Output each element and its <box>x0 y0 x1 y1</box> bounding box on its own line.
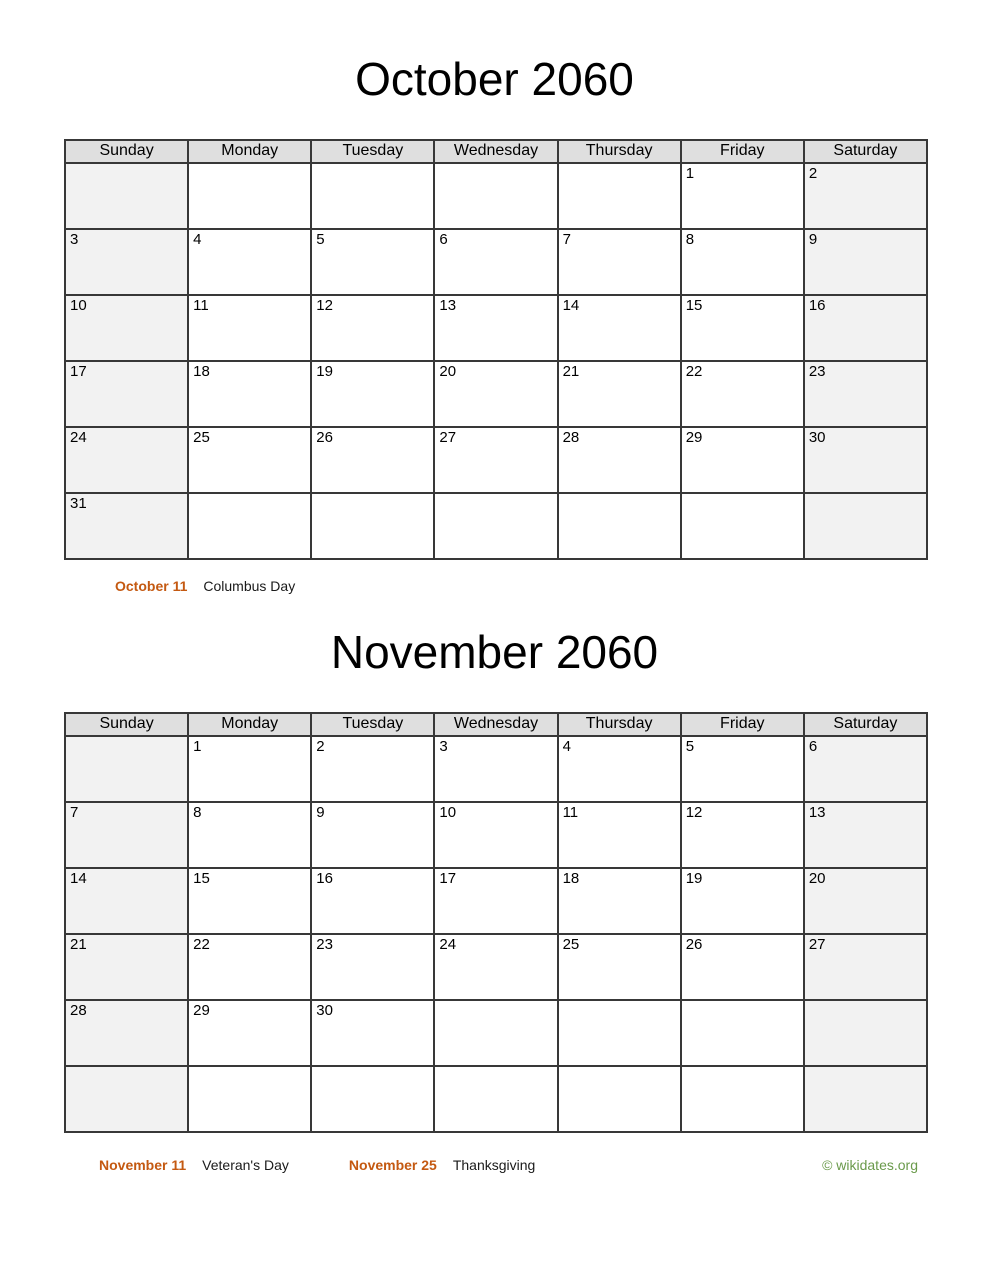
holiday-notes-november <box>99 1156 535 1175</box>
day-cell-12: 12 <box>311 295 434 361</box>
weekday-header-row <box>65 140 927 163</box>
day-cell-empty <box>311 163 434 229</box>
day-cell-9: 9 <box>804 229 927 295</box>
day-cell-21: 21 <box>558 361 681 427</box>
day-cell-26: 26 <box>311 427 434 493</box>
day-cell-13: 13 <box>804 802 927 868</box>
day-cell-2: 2 <box>804 163 927 229</box>
day-cell-13: 13 <box>434 295 557 361</box>
day-cell-4: 4 <box>558 736 681 802</box>
day-cell-7: 7 <box>558 229 681 295</box>
weekday-header-row <box>65 713 927 736</box>
day-cell-28: 28 <box>558 427 681 493</box>
calendar-table-october <box>64 139 928 560</box>
day-cell-8: 8 <box>188 802 311 868</box>
day-cell-28: 28 <box>65 1000 188 1066</box>
day-cell-10: 10 <box>65 295 188 361</box>
day-cell-24: 24 <box>65 427 188 493</box>
day-cell-19: 19 <box>311 361 434 427</box>
day-cell-18: 18 <box>558 868 681 934</box>
month-section-october <box>0 50 989 596</box>
week-row <box>65 361 927 427</box>
holiday-note <box>349 1157 535 1173</box>
day-cell-22: 22 <box>681 361 804 427</box>
calendar-body <box>65 736 927 1132</box>
weekday-header-monday: Monday <box>188 713 311 736</box>
day-cell-29: 29 <box>681 427 804 493</box>
day-cell-empty <box>681 493 804 559</box>
calendar-body <box>65 163 927 559</box>
day-cell-11: 11 <box>558 802 681 868</box>
day-cell-empty <box>804 1000 927 1066</box>
week-row <box>65 934 927 1000</box>
day-cell-4: 4 <box>188 229 311 295</box>
day-cell-17: 17 <box>65 361 188 427</box>
month-section-november <box>0 623 989 1133</box>
week-row <box>65 427 927 493</box>
day-cell-empty <box>558 1000 681 1066</box>
holiday-name: Thanksgiving <box>452 1157 536 1173</box>
day-cell-3: 3 <box>65 229 188 295</box>
day-cell-9: 9 <box>311 802 434 868</box>
week-row <box>65 736 927 802</box>
day-cell-24: 24 <box>434 934 557 1000</box>
day-cell-empty <box>804 493 927 559</box>
day-cell-12: 12 <box>681 802 804 868</box>
day-cell-empty <box>188 1066 311 1132</box>
day-cell-26: 26 <box>681 934 804 1000</box>
weekday-header-saturday: Saturday <box>804 713 927 736</box>
day-cell-15: 15 <box>188 868 311 934</box>
day-cell-23: 23 <box>311 934 434 1000</box>
day-cell-14: 14 <box>558 295 681 361</box>
day-cell-10: 10 <box>434 802 557 868</box>
day-cell-27: 27 <box>434 427 557 493</box>
day-cell-empty <box>681 1000 804 1066</box>
month-title-october: October 2060 <box>355 53 634 105</box>
weekday-header-wednesday: Wednesday <box>434 713 557 736</box>
day-cell-empty <box>311 1066 434 1132</box>
holiday-note <box>99 1157 289 1173</box>
day-cell-1: 1 <box>681 163 804 229</box>
weekday-header-wednesday: Wednesday <box>434 140 557 163</box>
day-cell-18: 18 <box>188 361 311 427</box>
day-cell-5: 5 <box>681 736 804 802</box>
day-cell-6: 6 <box>804 736 927 802</box>
day-cell-7: 7 <box>65 802 188 868</box>
day-cell-8: 8 <box>681 229 804 295</box>
holiday-note <box>115 578 295 594</box>
holiday-date: November 25 <box>348 1157 437 1173</box>
day-cell-21: 21 <box>65 934 188 1000</box>
day-cell-25: 25 <box>188 427 311 493</box>
week-row <box>65 1000 927 1066</box>
copyright-text: © wikidates.org <box>822 1157 918 1173</box>
day-cell-2: 2 <box>311 736 434 802</box>
day-cell-17: 17 <box>434 868 557 934</box>
holiday-date: November 11 <box>99 1157 187 1173</box>
weekday-header-sunday: Sunday <box>65 140 188 163</box>
day-cell-22: 22 <box>188 934 311 1000</box>
week-row <box>65 295 927 361</box>
day-cell-6: 6 <box>434 229 557 295</box>
calendar-header-row <box>65 713 927 736</box>
day-cell-19: 19 <box>681 868 804 934</box>
day-cell-25: 25 <box>558 934 681 1000</box>
calendar-table-november <box>64 712 928 1133</box>
day-cell-16: 16 <box>804 295 927 361</box>
week-row <box>65 868 927 934</box>
week-row <box>65 163 927 229</box>
weekday-header-saturday: Saturday <box>804 140 927 163</box>
weekday-header-friday: Friday <box>681 713 804 736</box>
day-cell-3: 3 <box>434 736 557 802</box>
week-row <box>65 229 927 295</box>
day-cell-empty <box>65 1066 188 1132</box>
day-cell-empty <box>681 1066 804 1132</box>
week-row <box>65 1066 927 1132</box>
day-cell-27: 27 <box>804 934 927 1000</box>
month-title-november: November 2060 <box>330 626 659 678</box>
weekday-header-thursday: Thursday <box>558 140 681 163</box>
weekday-header-tuesday: Tuesday <box>311 140 434 163</box>
day-cell-30: 30 <box>804 427 927 493</box>
day-cell-16: 16 <box>311 868 434 934</box>
day-cell-20: 20 <box>804 868 927 934</box>
weekday-header-monday: Monday <box>188 140 311 163</box>
day-cell-empty <box>558 163 681 229</box>
day-cell-empty <box>65 736 188 802</box>
day-cell-empty <box>188 163 311 229</box>
day-cell-empty <box>558 1066 681 1132</box>
day-cell-29: 29 <box>188 1000 311 1066</box>
week-row <box>65 802 927 868</box>
day-cell-30: 30 <box>311 1000 434 1066</box>
holiday-name: Columbus Day <box>203 578 296 594</box>
day-cell-empty <box>434 1000 557 1066</box>
day-cell-20: 20 <box>434 361 557 427</box>
day-cell-empty <box>434 163 557 229</box>
calendar-header-row <box>65 140 927 163</box>
day-cell-11: 11 <box>188 295 311 361</box>
weekday-header-thursday: Thursday <box>558 713 681 736</box>
week-row <box>65 493 927 559</box>
weekday-header-tuesday: Tuesday <box>311 713 434 736</box>
day-cell-empty <box>558 493 681 559</box>
day-cell-empty <box>434 1066 557 1132</box>
day-cell-1: 1 <box>188 736 311 802</box>
holiday-date: October 11 <box>115 578 188 594</box>
holiday-name: Veteran's Day <box>202 1157 289 1173</box>
day-cell-empty <box>188 493 311 559</box>
day-cell-23: 23 <box>804 361 927 427</box>
day-cell-15: 15 <box>681 295 804 361</box>
footer <box>64 1156 928 1175</box>
day-cell-31: 31 <box>65 493 188 559</box>
day-cell-empty <box>65 163 188 229</box>
weekday-header-friday: Friday <box>681 140 804 163</box>
day-cell-14: 14 <box>65 868 188 934</box>
day-cell-empty <box>311 493 434 559</box>
day-cell-5: 5 <box>311 229 434 295</box>
weekday-header-sunday: Sunday <box>65 713 188 736</box>
day-cell-empty <box>804 1066 927 1132</box>
holiday-notes-october <box>115 577 989 596</box>
day-cell-empty <box>434 493 557 559</box>
